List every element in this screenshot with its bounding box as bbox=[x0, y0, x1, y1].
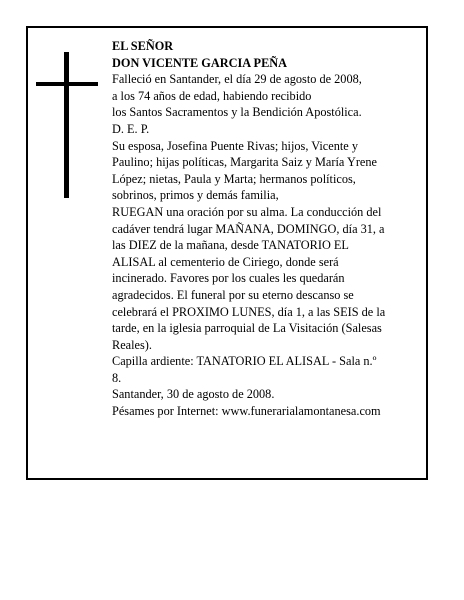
condolences-line: Pésames por Internet: www.funerarialamontanesa.com bbox=[112, 404, 381, 419]
cross-horizontal-bar bbox=[36, 82, 98, 86]
funeral-details-line-9: Reales). bbox=[112, 337, 152, 352]
death-announcement-line-3: los Santos Sacramentos y la Bendición Apostólica. bbox=[112, 105, 362, 120]
funeral-details-line-2: cadáver tendrá lugar MAÑANA, DOMINGO, día 31, a bbox=[112, 221, 385, 236]
obituary-text bbox=[112, 38, 420, 420]
date-location-line: Santander, 30 de agosto de 2008. bbox=[112, 387, 275, 402]
cross-vertical-bar bbox=[64, 52, 69, 198]
funeral-details-line-4: ALISAL al cementerio de Ciriego, donde será bbox=[112, 254, 339, 269]
funeral-details-line-1: RUEGAN una oración por su alma. La conducción del bbox=[112, 204, 382, 219]
chapel-line-2: 8. bbox=[112, 370, 122, 385]
chapel-line-1: Capilla ardiente: TANATORIO EL ALISAL - Sala n.º bbox=[112, 354, 377, 369]
funeral-details-line-6: agradecidos. El funeral por su eterno descanso se bbox=[112, 287, 354, 302]
death-announcement-line-2: a los 74 años de edad, habiendo recibido bbox=[112, 88, 312, 103]
family-line-3: López; nietas, Paula y Marta; hermanos políticos, bbox=[112, 171, 356, 186]
funeral-details-line-3: las DIEZ de la mañana, desde TANATORIO EL bbox=[112, 238, 349, 253]
funeral-details-line-8: tarde, en la iglesia parroquial de La Visitación (Salesas bbox=[112, 321, 382, 336]
cross-icon bbox=[36, 52, 98, 198]
notice-title-honorific: EL SEÑOR bbox=[112, 39, 174, 53]
funeral-details-line-5: incinerado. Favores por los cuales les quedarán bbox=[112, 271, 345, 286]
death-announcement-line-1: Falleció en Santander, el día 29 de agosto de 2008, bbox=[112, 72, 362, 87]
family-line-4: sobrinos, primos y demás familia, bbox=[112, 188, 279, 203]
family-line-2: Paulino; hijas políticas, Margarita Saiz y María Yrene bbox=[112, 155, 377, 170]
funeral-details-line-7: celebrará el PROXIMO LUNES, día 1, a las SEIS de la bbox=[112, 304, 386, 319]
deceased-name: DON VICENTE GARCIA PEÑA bbox=[112, 55, 288, 70]
rip-line: D. E. P. bbox=[112, 121, 150, 136]
family-line-1: Su esposa, Josefina Puente Rivas; hijos, Vicente y bbox=[112, 138, 358, 153]
